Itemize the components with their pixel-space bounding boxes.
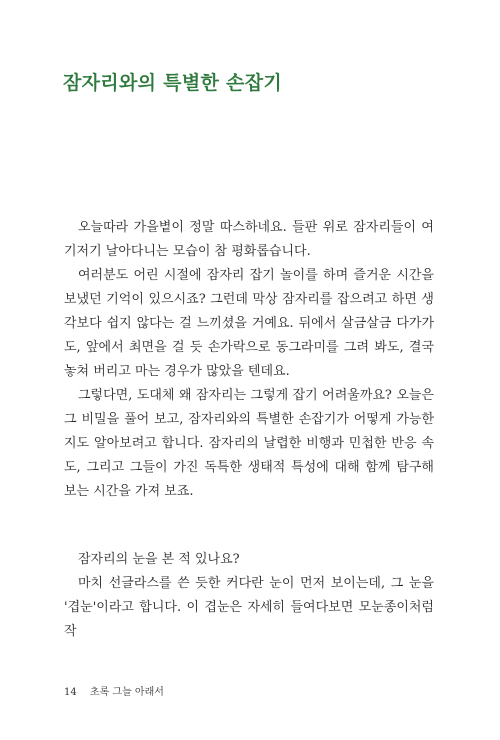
chapter-title: 잠자리와의 특별한 손잡기	[63, 72, 283, 94]
section-body-1	[64, 216, 434, 504]
paragraph: 마치 선글라스를 쓴 듯한 커다란 눈이 먼저 보이는데, 그 눈을 '겹눈'이라고 합니다. 이 겹눈은 자세히 들여다보면 모눈종이처럼 작	[64, 576, 434, 639]
section-body-2	[64, 548, 434, 644]
paragraph: 잠자리의 눈을 본 적 있나요?	[78, 552, 240, 567]
page-footer	[64, 683, 164, 698]
paragraph: 그렇다면, 도대체 왜 잠자리는 그렇게 잡기 어려울까요? 오늘은 그 비밀을 풀어 보고, 잠자리와의 특별한 손잡기가 어떻게 가능한지도 알아보려고 합니다. 잠자리의 날렵한 비행과 민첩한 반응 속도, 그리고 그들이 가진 독특한 생태적 특성에 대해 함께 탐구해 보는 시간을 가져 보죠.	[64, 388, 434, 499]
paragraph: 여러분도 어린 시절에 잠자리 잡기 놀이를 하며 즐거운 시간을 보냈던 기억이 있으시죠? 그런데 막상 잠자리를 잡으려고 하면 생각보다 쉽지 않다는 걸 느끼셨을 거예요. 뒤에서 살금살금 다가가도, 앞에서 최면을 걸 듯 손가락으로 동그라미를 그려 봐도, 결국 놓쳐 버리고 마는 경우가 많았을 텐데요.	[64, 268, 434, 379]
running-title: 초록 그늘 아래서	[89, 687, 164, 698]
paragraph: 오늘따라 가을볕이 정말 따스하네요. 들판 위로 잠자리들이 여기저기 날아다니는 모습이 참 평화롭습니다.	[64, 220, 434, 259]
page-number: 14	[64, 687, 77, 698]
